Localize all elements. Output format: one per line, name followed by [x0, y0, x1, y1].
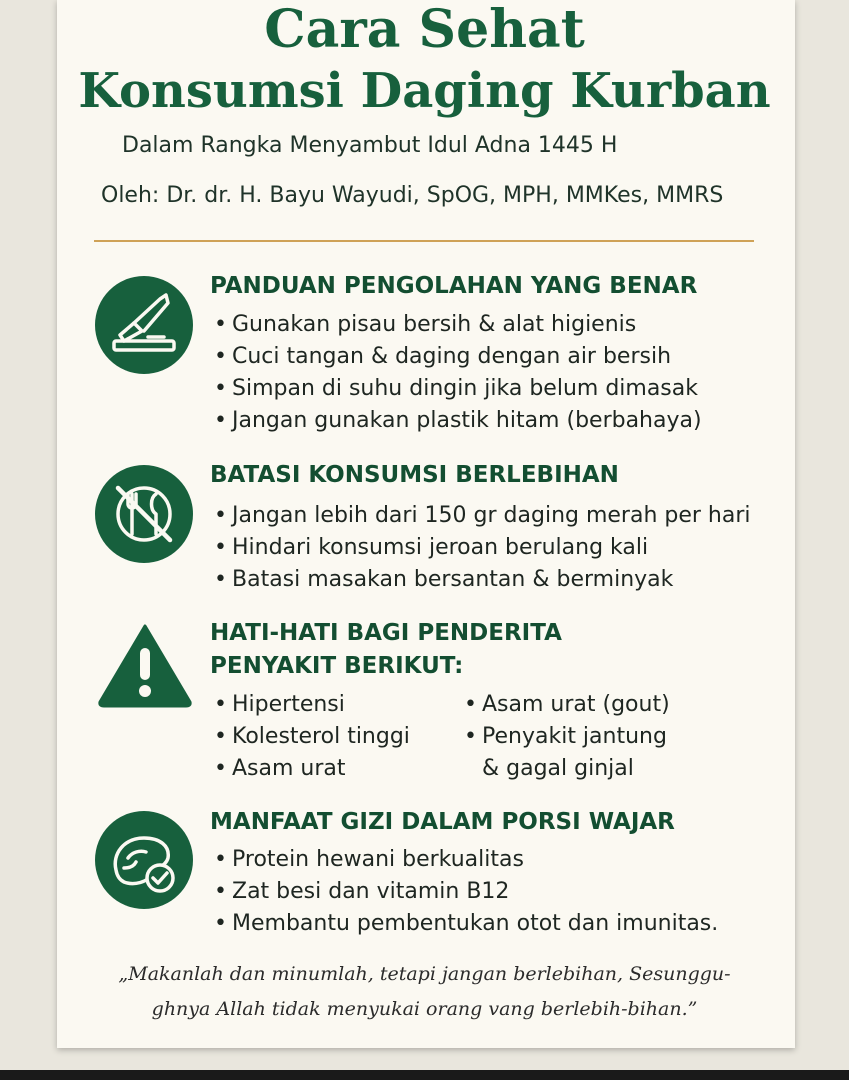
section-3-list-left: [214, 689, 410, 785]
list-item: • Asam urat: [214, 753, 410, 785]
list-item: • Jangan gunakan plastik hitam (berbahaya): [214, 405, 702, 437]
list-item: • Jangan lebih dari 150 gr daging merah per hari: [214, 500, 751, 532]
section-2-title: BATASI KONSUMSI BERLEBIHAN: [210, 462, 619, 488]
list-item: • Gunakan pisau bersih & alat higienis: [214, 309, 702, 341]
divider-rule: [94, 240, 754, 242]
section-3-title-line-1: HATI-HATI BAGI PENDERITA: [210, 620, 562, 646]
author-line: Oleh: Dr. dr. H. Bayu Wayudi, SpOG, MPH, MMKes, MMRS: [101, 183, 724, 208]
list-item: • Membantu pembentukan otot dan imunitas.: [214, 908, 718, 940]
list-item: & gagal ginjal: [482, 756, 634, 781]
section-3-title-line-2: PENYAKIT BERIKUT:: [210, 653, 464, 679]
list-item: • Kolesterol tinggi: [214, 721, 410, 753]
warning-triangle-icon: [96, 622, 194, 708]
title-line-2: Konsumsi Daging Kurban: [78, 63, 771, 119]
section-3-list-right: [464, 689, 670, 785]
subtitle: Dalam Rangka Menyambut Idul Adna 1445 H: [122, 133, 618, 158]
title-line-1: Cara Sehat: [264, 0, 585, 60]
knife-cutting-board-icon: [94, 275, 194, 375]
section-2-list: [214, 500, 751, 596]
list-item: • Hipertensi: [214, 689, 410, 721]
section-4-list: [214, 844, 718, 940]
list-item: • Hindari konsumsi jeroan berulang kali: [214, 532, 751, 564]
list-item: • Simpan di suhu dingin jika belum dimasak: [214, 373, 702, 405]
quote-line-2: ghnya Allah tidak menyukai orang vang berlebih-bihan.”: [151, 998, 698, 1020]
no-fork-knife-icon: [94, 464, 194, 564]
section-1-list: [214, 309, 702, 437]
list-item: • Penyakit jantung: [464, 721, 670, 753]
list-item: • Zat besi dan vitamin B12: [214, 876, 718, 908]
meat-check-icon: [94, 810, 194, 910]
section-4-title: MANFAAT GIZI DALAM PORSI WAJAR: [210, 809, 675, 835]
quote-line-1: „Makanlah dan minumlah, tetapi jangan berlebihan, Sesunggu-: [118, 963, 731, 985]
list-item: • Asam urat (gout): [464, 689, 670, 721]
screen-bottom-bar: [0, 1070, 849, 1080]
list-item: • Batasi masakan bersantan & berminyak: [214, 564, 751, 596]
list-item: • Protein hewani berkualitas: [214, 844, 718, 876]
section-1-title: PANDUAN PENGOLAHAN YANG BENAR: [210, 273, 698, 299]
list-item: • Cuci tangan & daging dengan air bersih: [214, 341, 702, 373]
